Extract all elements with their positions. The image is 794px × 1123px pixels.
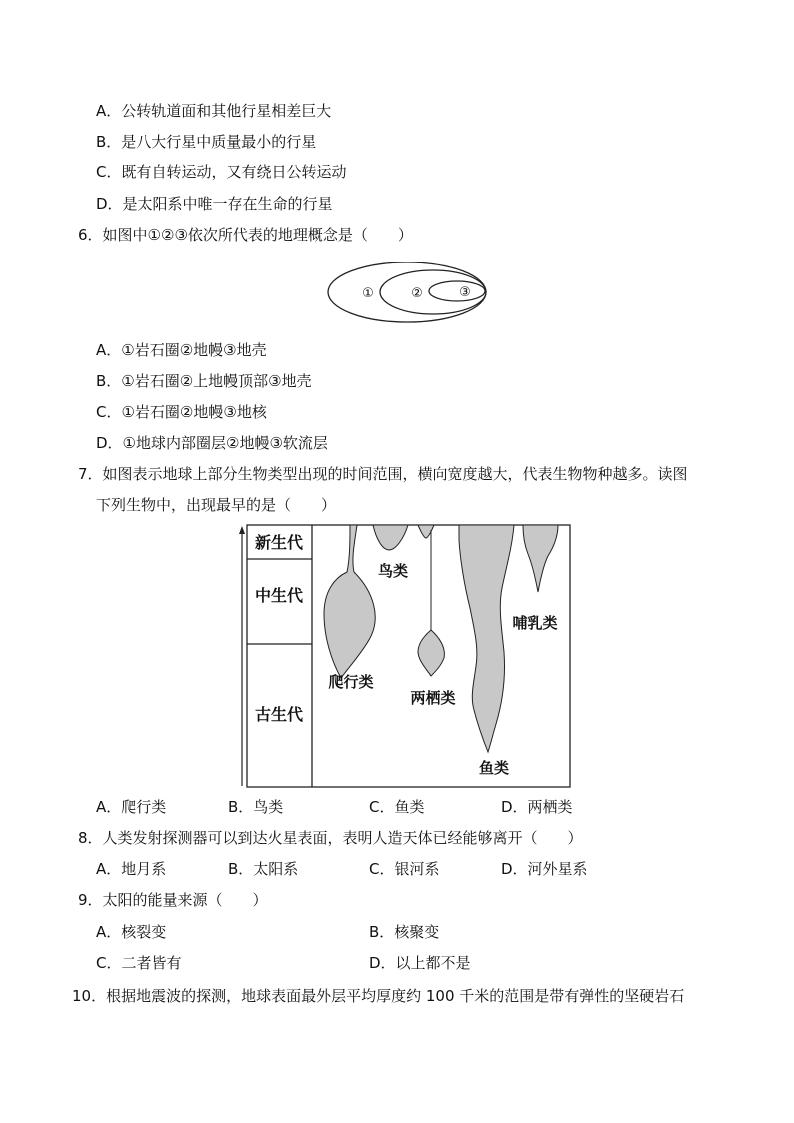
label-2: ② <box>411 286 423 301</box>
q6-option-b: B．①岩石圈②上地幔顶部③地壳 <box>96 372 312 390</box>
q8-stem: 8．人类发射探测器可以到达火星表面，表明人造天体已经能够离开（ ） <box>78 829 583 847</box>
q8-option-c: C．银河系 <box>369 860 440 878</box>
q5-option-d: D．是太阳系中唯一存在生命的行星 <box>96 195 333 213</box>
small-top-shape <box>418 525 434 538</box>
label-3: ③ <box>459 285 471 300</box>
label-bird: 鸟类 <box>377 562 409 580</box>
q6-option-c: C．①岩石圈②地幔③地核 <box>96 403 267 421</box>
q6-stem: 6．如图中①②③依次所代表的地理概念是（ ） <box>78 226 413 244</box>
q8-option-a: A．地月系 <box>96 860 167 878</box>
label-reptile: 爬行类 <box>328 673 374 691</box>
amphibian-shape <box>418 630 444 676</box>
q7-option-c: C．鱼类 <box>369 798 425 816</box>
inner-ellipse <box>429 281 485 301</box>
label-mammal: 哺乳类 <box>512 614 558 632</box>
label-amphibian: 两栖类 <box>410 689 456 707</box>
label-1: ① <box>362 286 374 301</box>
q7-option-a: A．爬行类 <box>96 798 167 816</box>
time-arrow-head <box>239 526 245 534</box>
chart-frame <box>247 525 570 787</box>
q7-option-b: B．鸟类 <box>228 798 284 816</box>
q5-option-c: C．既有自转运动，又有绕日公转运动 <box>96 163 347 181</box>
label-fish: 鱼类 <box>478 759 510 777</box>
fish-shape <box>459 525 514 752</box>
q8-option-b: B．太阳系 <box>228 860 299 878</box>
q5-option-b: B．是八大行星中质量最小的行星 <box>96 133 317 151</box>
q6-option-d: D．①地球内部圈层②地幔③软流层 <box>96 434 328 452</box>
reptile-shape <box>324 525 375 678</box>
q7-stem-line1: 7．如图表示地球上部分生物类型出现的时间范围，横向宽度越大，代表生物物种越多。读图 <box>78 465 688 483</box>
q7-option-d: D．两栖类 <box>501 798 573 816</box>
bird-shape <box>373 525 408 550</box>
q6-option-a: A．①岩石圈②地幔③地壳 <box>96 341 267 359</box>
q9-option-a: A．核裂变 <box>96 923 167 941</box>
q8-option-d: D．河外星系 <box>501 860 588 878</box>
era-mesozoic: 中生代 <box>254 586 304 605</box>
q7-stem-line2: 下列生物中，出现最早的是（ ） <box>96 496 337 514</box>
era-cenozoic: 新生代 <box>254 533 304 552</box>
q9-stem: 9．太阳的能量来源（ ） <box>78 891 268 909</box>
nested-ellipses-diagram <box>326 262 488 326</box>
evolution-chart <box>236 520 574 792</box>
q5-option-a: A．公转轨道面和其他行星相差巨大 <box>96 102 332 120</box>
q9-option-c: C．二者皆有 <box>96 954 182 972</box>
q10-stem: 10．根据地震波的探测，地球表面最外层平均厚度约 100 千米的范围是带有弹性的坚硬岩石 <box>72 987 685 1005</box>
era-paleozoic: 古生代 <box>254 705 304 724</box>
mammal-shape <box>523 525 558 592</box>
q9-option-b: B．核聚变 <box>369 923 440 941</box>
q9-option-d: D．以上都不是 <box>369 954 471 972</box>
